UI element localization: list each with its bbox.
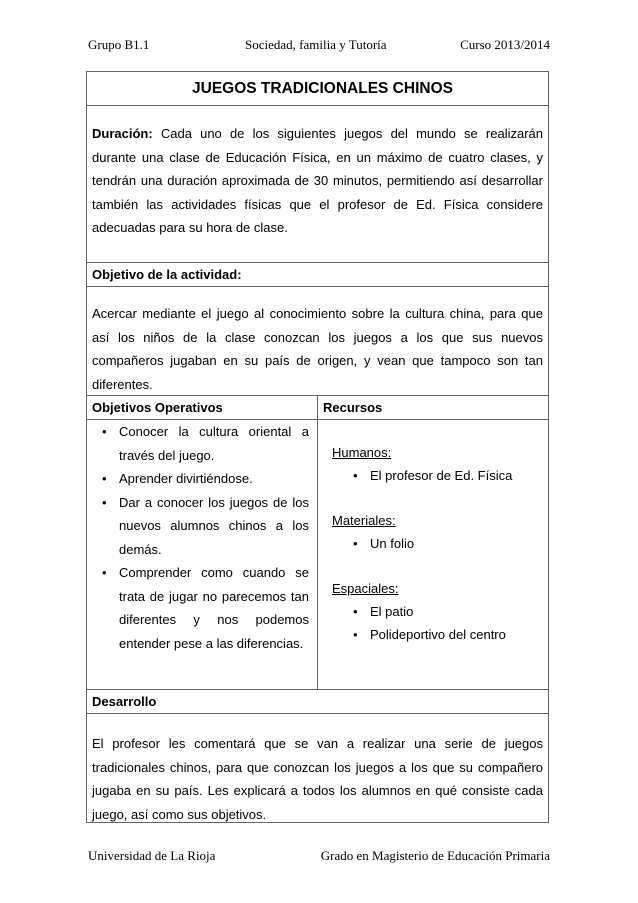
bullet-icon: • (102, 494, 107, 510)
objetivos-operativos-header: Objetivos Operativos (92, 400, 223, 415)
recursos-humanos (318, 420, 548, 487)
desarrollo-label: Desarrollo (92, 694, 157, 709)
list-item: • El patio (318, 600, 548, 623)
recursos-cell (318, 420, 548, 689)
recursos-header-cell (318, 396, 548, 419)
columns-content-row (86, 419, 549, 689)
recursos-espaciales (318, 555, 548, 646)
recursos-header: Recursos (323, 400, 383, 415)
bullet-icon: • (102, 471, 107, 486)
objetivo-text-cell (86, 286, 549, 395)
list-item: • Un folio (318, 532, 548, 555)
bullet-icon: • (353, 627, 358, 642)
materiales-list (318, 532, 548, 555)
espaciales-list (318, 600, 548, 646)
recursos-materiales (318, 487, 548, 555)
bullet-icon: • (353, 468, 358, 483)
duracion-paragraph (87, 106, 548, 240)
bullet-icon: • (353, 536, 358, 551)
bullet-icon: • (102, 565, 107, 580)
objetivos-operativos-cell (87, 420, 318, 689)
footer-university: Universidad de La Rioja (88, 848, 216, 863)
document-title: JUEGOS TRADICIONALES CHINOS (192, 80, 453, 97)
page-header (88, 37, 550, 57)
duracion-label: Duración: (92, 126, 153, 141)
duracion-text: Cada uno de los siguientes juegos del mundo se realizarán durante una clase de Educación Física, en un máximo de cuatro clases, y tendrán una duración aproximada de 30 minutos, permitiendo así desarrollar también las actividades físicas que el profesor de Ed. Física considere adecuadas para su hora de clase. (92, 126, 543, 236)
list-item: • Comprender como cuando se trata de jugar no parecemos tan diferentes y nos podemos entender pese a las diferencias. (87, 561, 317, 655)
duracion-cell (86, 105, 549, 262)
page-footer (88, 848, 550, 868)
header-subject: Sociedad, familia y Tutoría (245, 37, 387, 52)
columns-header-row (86, 395, 549, 419)
list-item: • Polideportivo del centro (318, 623, 548, 646)
humanos-label: Humanos: (332, 445, 392, 460)
title-cell (86, 71, 549, 105)
objetivos-operativos-list (87, 420, 317, 655)
header-course: Curso 2013/2014 (460, 37, 550, 52)
desarrollo-text: El profesor les comentará que se van a realizar una serie de juegos tradicionales chinos, para que conozcan los juegos a los que su compañero jugaba en su país. Les explicará a todos los alumnos en qué consiste cada juego, así como sus objetivos. (92, 736, 543, 822)
objetivo-text: Acercar mediante el juego al conocimiento sobre la cultura china, para que así los niños de la clase conozcan los juegos a los que sus nuevos compañeros jugaban en su país de origen, y vean que tampoco son tan diferentes. (92, 306, 543, 392)
materiales-label: Materiales: (332, 513, 396, 528)
list-item: • Aprender divirtiéndose. (87, 467, 317, 491)
espaciales-label: Espaciales: (332, 581, 399, 596)
objetivo-label-cell (86, 262, 549, 286)
list-item: • El profesor de Ed. Física (318, 464, 548, 487)
bullet-icon: • (353, 604, 358, 619)
list-item: • Conocer la cultura oriental a través del juego. (87, 420, 317, 467)
desarrollo-label-cell (86, 689, 549, 713)
objetivos-operativos-header-cell (87, 396, 318, 419)
objetivo-label: Objetivo de la actividad: (92, 267, 242, 282)
header-group: Grupo B1.1 (88, 37, 150, 52)
bullet-icon: • (102, 424, 107, 439)
list-item: • Dar a conocer los juegos de los nuevos alumnos chinos a los demás. (87, 491, 317, 562)
humanos-list (318, 464, 548, 487)
footer-degree: Grado en Magisterio de Educación Primaria (320, 848, 550, 863)
desarrollo-text-cell (86, 713, 549, 823)
